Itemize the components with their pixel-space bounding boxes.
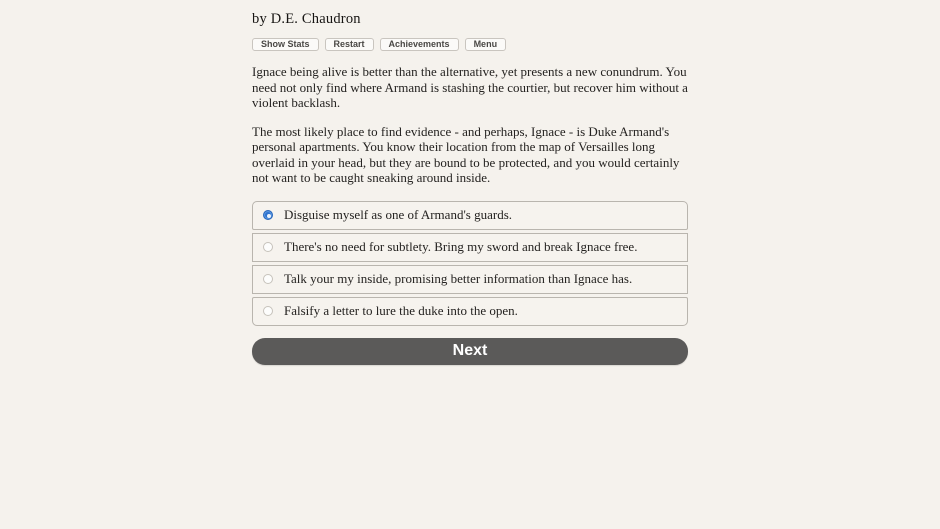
content-column [252,0,688,365]
choice-option-letter[interactable] [252,297,688,326]
choice-option-label: Disguise myself as one of Armand's guards. [284,207,513,222]
choice-option-talk[interactable] [252,265,688,294]
next-button[interactable]: Next [252,338,688,365]
author-byline: by D.E. Chaudron [252,11,361,27]
restart-button[interactable]: Restart [325,38,374,51]
radio-button-icon[interactable] [263,274,273,284]
choice-option-label: There's no need for subtlety. Bring my sword and break Ignace free. [284,239,638,254]
choice-option-label: Falsify a letter to lure the duke into the open. [284,303,518,318]
story-paragraph: Ignace being alive is better than the alternative, yet presents a new conundrum. You need not only find where Armand is stashing the courtier, but recover him without a violent backlash. [252,64,688,110]
menu-button[interactable]: Menu [465,38,507,51]
choice-list [252,201,688,326]
choice-option-sword[interactable] [252,233,688,262]
choice-option-label: Talk your my inside, promising better information than Ignace has. [284,271,633,286]
choice-option-disguise[interactable] [252,201,688,230]
radio-button-icon[interactable] [263,210,273,220]
show-stats-button[interactable]: Show Stats [252,38,319,51]
game-toolbar [252,38,688,51]
radio-button-icon[interactable] [263,242,273,252]
achievements-button[interactable]: Achievements [380,38,459,51]
radio-button-icon[interactable] [263,306,273,316]
story-paragraph: The most likely place to find evidence - and perhaps, Ignace - is Duke Armand's personal apartments. You know their location from the map of Versailles long overlaid in your head, but they are bound to be protected, and you would certainly not want to be caught sneaking around inside. [252,123,680,185]
